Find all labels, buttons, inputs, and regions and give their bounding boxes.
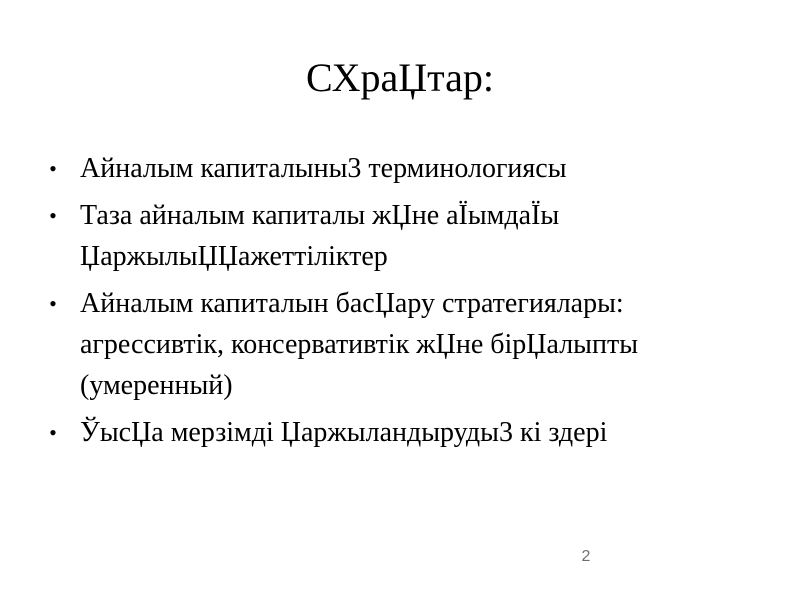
bullet-icon: • <box>49 203 57 228</box>
bullet-text: Айналым капиталын басЏару стратегиялары: агрессивтік, консервативтік жЏне бірЏалыпты (умеренный) <box>80 288 639 401</box>
slide-title: СХраЏтар: <box>305 55 494 100</box>
bullet-icon: • <box>49 420 57 445</box>
bullet-icon: • <box>49 291 57 316</box>
bullet-item <box>46 283 766 406</box>
bullet-icon: • <box>49 156 57 181</box>
bullet-text: Айналым капиталыны3 терминологиясы <box>80 153 567 184</box>
bullet-item <box>46 148 766 189</box>
bullet-item <box>46 412 766 453</box>
bullet-text: Таза айналым капиталы жЏне аЇымдаЇы ЏаржылыЏЏажеттіліктер <box>80 200 560 272</box>
bullet-text: ЎысЏа мерзімді Џаржыландыруды3 кі здері <box>80 417 608 448</box>
page-number: 2 <box>581 548 591 565</box>
bullet-item <box>46 195 766 277</box>
bullet-list <box>46 148 766 459</box>
